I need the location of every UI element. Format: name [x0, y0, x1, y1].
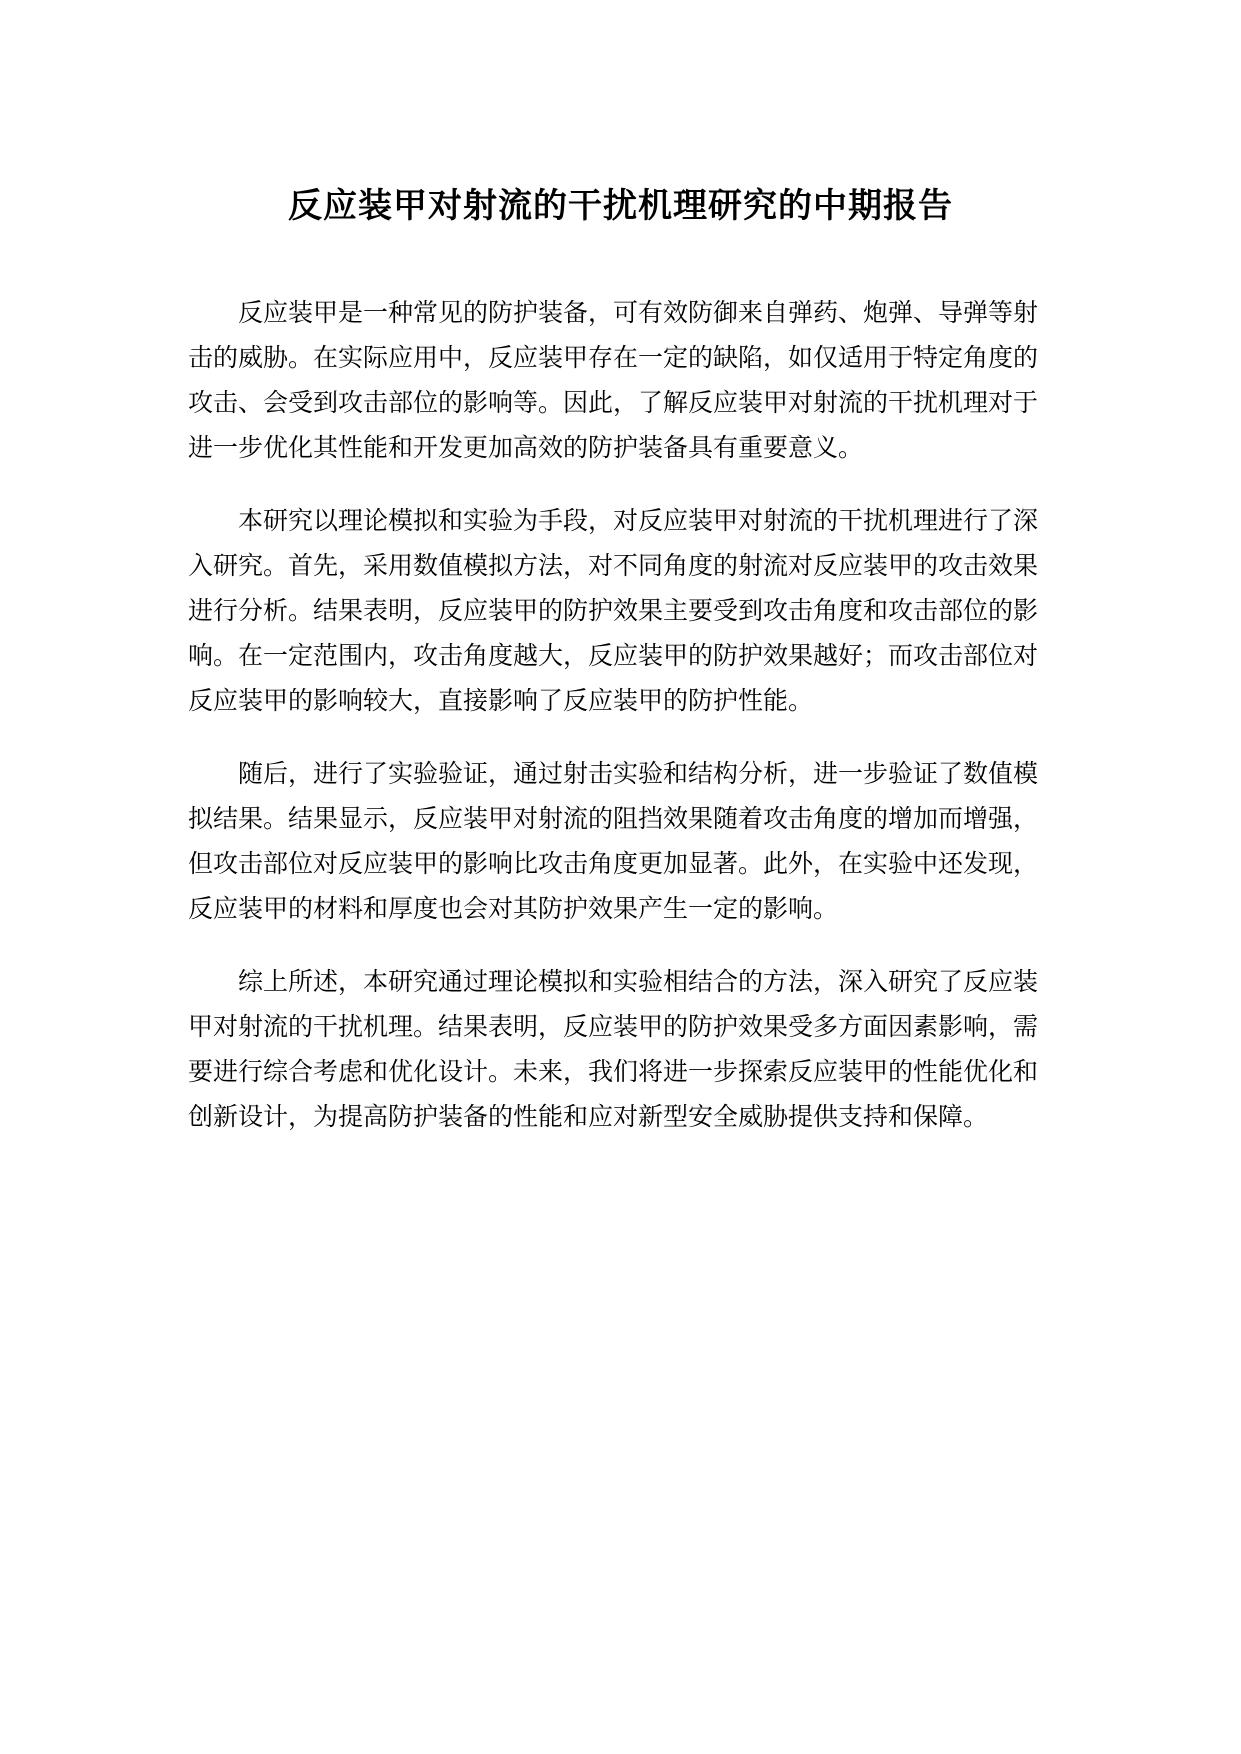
document-title: 反应装甲对射流的干扰机理研究的中期报告 — [288, 186, 953, 226]
document-body — [188, 290, 1056, 1167]
paragraph-3: 随后，进行了实验验证，通过射击实验和结构分析，进一步验证了数值模拟结果。结果显示，反应装甲对射流的阻挡效果随着攻击角度的增加而增强，但攻击部位对反应装甲的影响比攻击角度更加显著。此外，在实验中还发现，反应装甲的材料和厚度也会对其防护效果产生一定的影响。 — [188, 759, 1039, 923]
paragraph-1: 反应装甲是一种常见的防护装备，可有效防御来自弹药、炮弹、导弹等射击的威胁。在实际应用中，反应装甲存在一定的缺陷，如仅适用于特定角度的攻击、会受到攻击部位的影响等。因此，了解反应装甲对射流的干扰机理对于进一步优化其性能和开发更加高效的防护装备具有重要意义。 — [188, 298, 1039, 462]
paragraph-2: 本研究以理论模拟和实验为手段，对反应装甲对射流的干扰机理进行了深入研究。首先，采用数值模拟方法，对不同角度的射流对反应装甲的攻击效果进行分析。结果表明，反应装甲的防护效果主要受到攻击角度和攻击部位的影响。在一定范围内，攻击角度越大，反应装甲的防护效果越好；而攻击部位对反应装甲的影响较大，直接影响了反应装甲的防护性能。 — [188, 506, 1039, 715]
paragraph-4: 综上所述，本研究通过理论模拟和实验相结合的方法，深入研究了反应装甲对射流的干扰机理。结果表明，反应装甲的防护效果受多方面因素影响，需要进行综合考虑和优化设计。未来，我们将进一步探索反应装甲的性能优化和创新设计，为提高防护装备的性能和应对新型安全威胁提供支持和保障。 — [188, 967, 1039, 1131]
